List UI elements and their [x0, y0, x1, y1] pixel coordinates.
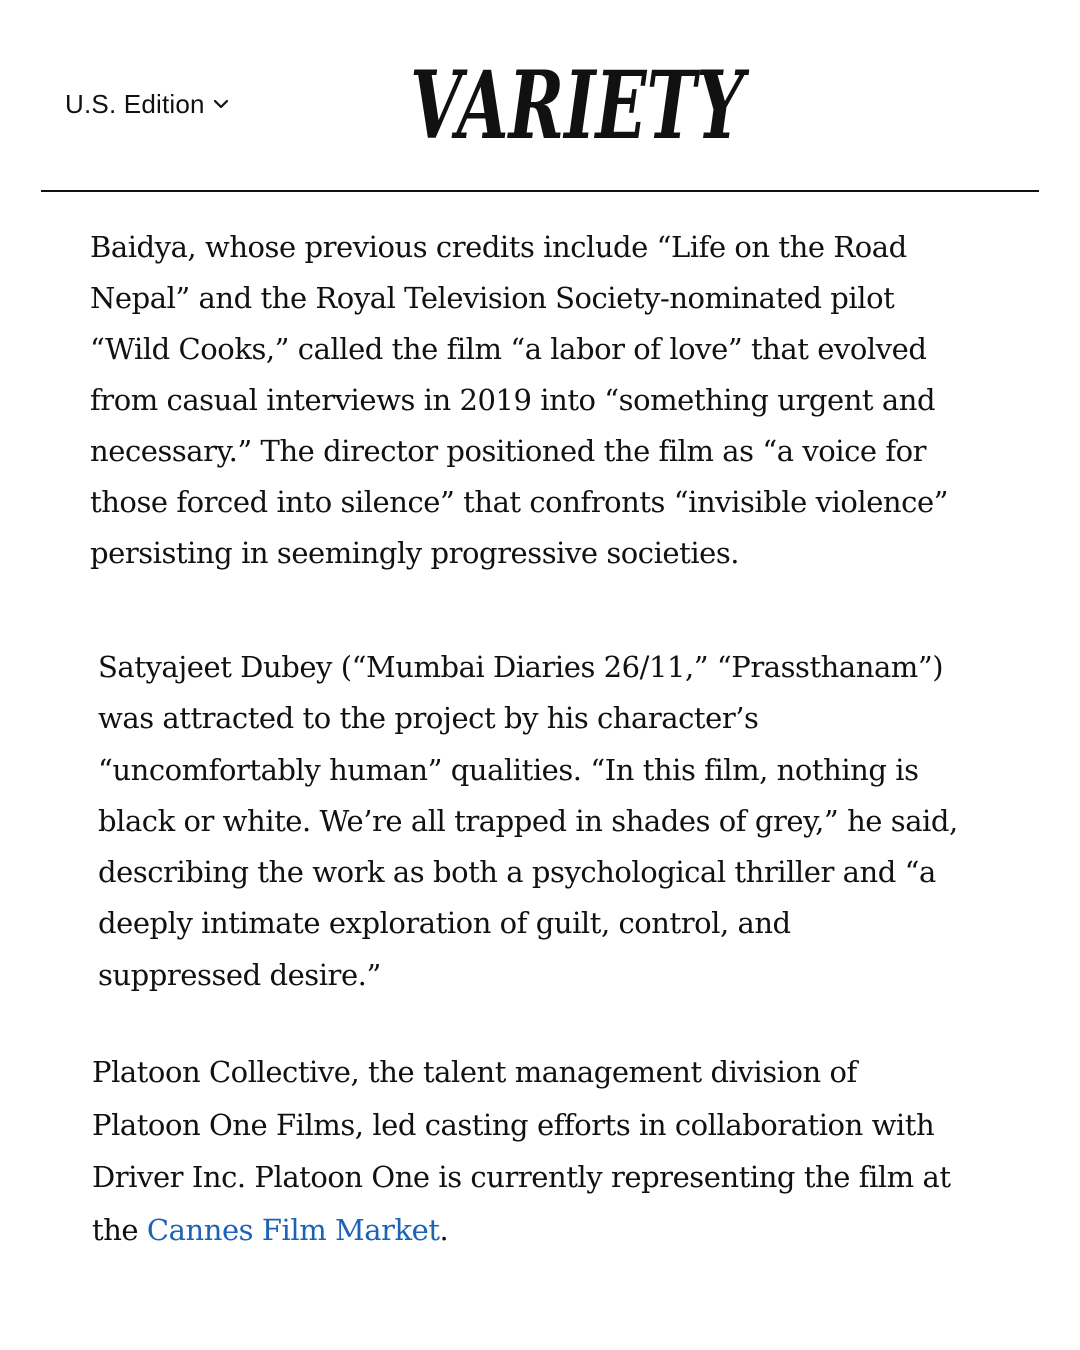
- cannes-film-market-link[interactable]: Cannes Film Market: [146, 1213, 440, 1248]
- paragraph-text-end: .: [439, 1213, 449, 1248]
- site-header: [0, 0, 1080, 192]
- paragraph-text: Platoon Collective, the talent management division of Platoon One Films, led casting efforts in collaboration with Driver Inc. Platoon One is currently representing the film at the: [92, 1055, 951, 1248]
- edition-label: U.S. Edition: [65, 88, 205, 119]
- article-paragraph: Baidya, whose previous credits include “Life on the Road Nepal” and the Royal Television Society-nominated pilot “Wild Cooks,” called the film “a labor of love” that evolved from casual interviews in 2019 into “something urgent and necessary.” The director positioned the film as “a voice for those forced into silence” that confronts “invisible violence” persisting in seemingly progressive societies.: [90, 230, 949, 570]
- edition-selector[interactable]: [65, 86, 229, 122]
- header-divider: [41, 190, 1039, 192]
- variety-logo[interactable]: [408, 51, 750, 161]
- article-paragraph: [92, 1046, 952, 1257]
- chevron-down-icon: [213, 98, 229, 110]
- logo-text: VARIETY: [410, 51, 750, 161]
- article-paragraph: Satyajeet Dubey (“Mumbai Diaries 26/11,” “Prassthanam”) was attracted to the project by his character’s “uncomfortably human” qualities. “In this film, nothing is black or white. We’re all trapped in shades of grey,” he said, describing the work as both a psychological thriller and “a deeply intimate exploration of guilt, control, and suppressed desire.”: [98, 650, 958, 992]
